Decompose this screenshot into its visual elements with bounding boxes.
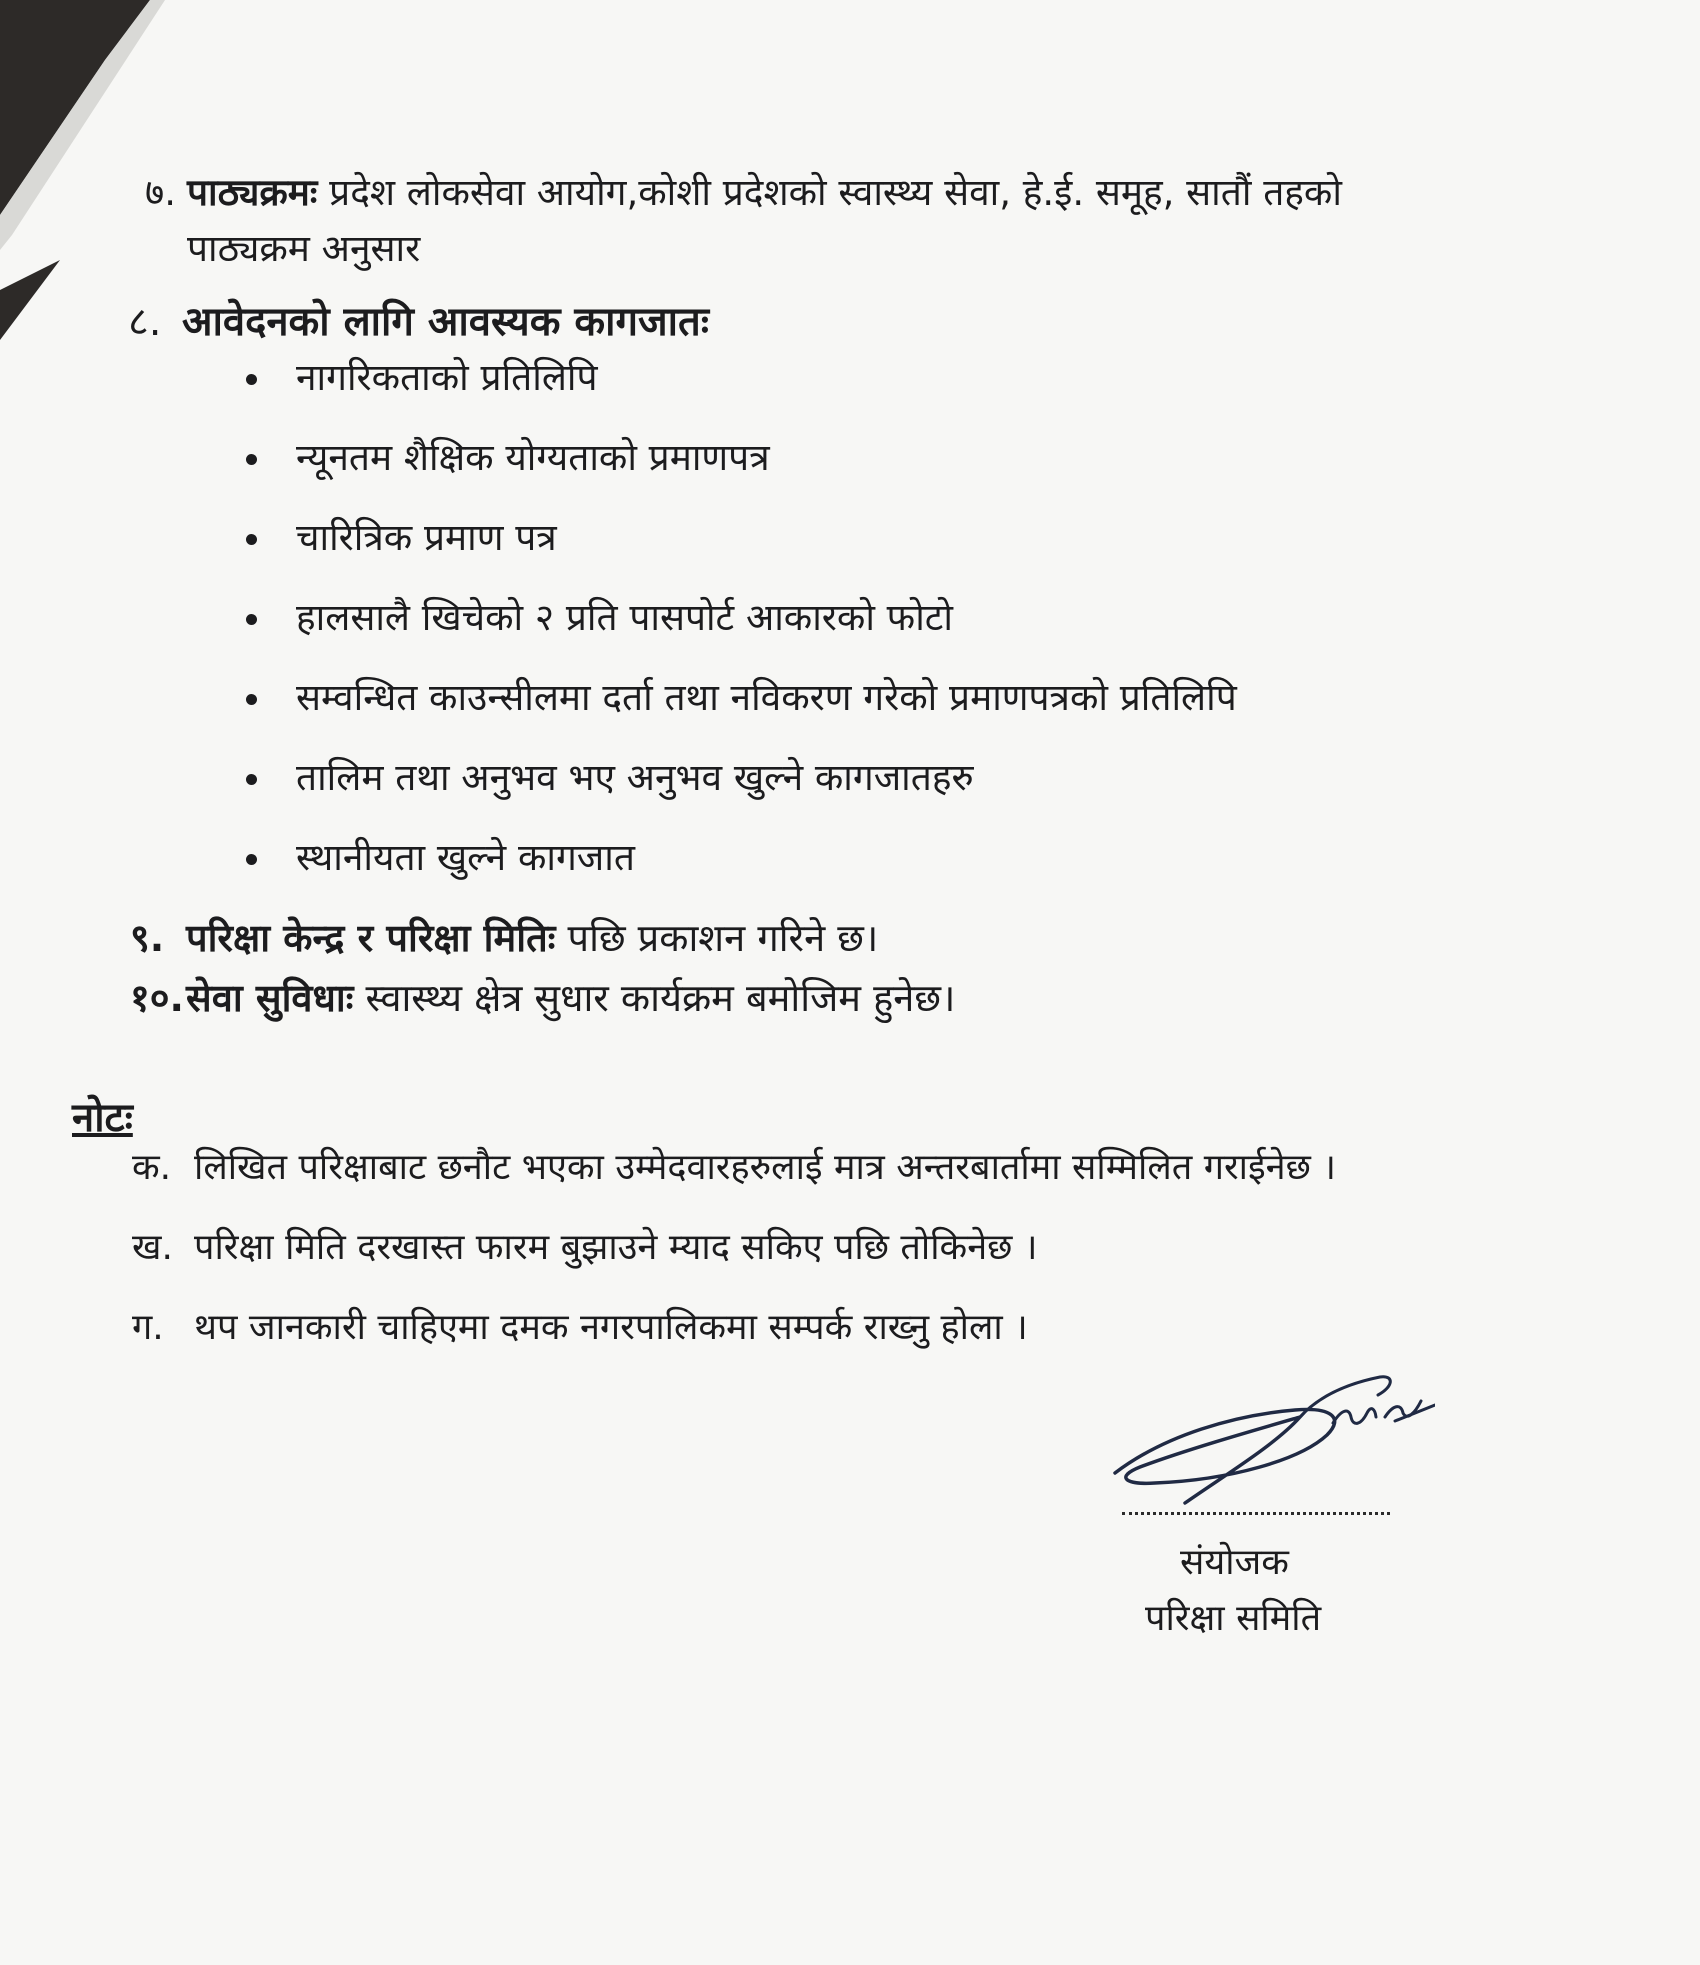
section-9-text: पछि प्रकाशन गरिने छ। [567,916,879,960]
required-documents-list [240,348,1237,908]
section-10-label: सेवा सुविधाः [186,976,354,1020]
note-heading: नोटः [72,1095,133,1141]
note-text: थप जानकारी चाहिएमा दमक नगरपालिकमा सम्पर्क राख्नु होला । [194,1307,1028,1348]
list-item [132,1138,1336,1218]
list-item: नागरिकताको प्रतिलिपि [240,348,1237,428]
section-9-label: परिक्षा केन्द्र र परिक्षा मितिः [186,916,556,960]
list-item: स्थानीयता खुल्ने कागजात [240,828,1237,908]
section-8-heading [128,292,709,347]
section-9-number: ९. [130,916,165,960]
section-10-number: १०. [130,976,184,1020]
signature-dotted-line [1122,1512,1390,1515]
section-10-facilities [130,970,955,1026]
signatory-title: संयोजक [1180,1542,1289,1583]
list-item: न्यूनतम शैक्षिक योग्यताको प्रमाणपत्र [240,428,1237,508]
section-10-text: स्वास्थ्य क्षेत्र सुधार कार्यक्रम बमोजिम हुनेछ। [365,976,956,1020]
note-letter: ग. [132,1307,164,1348]
section-7-label: पाठ्यक्रमः [187,171,318,214]
section-7-curriculum [145,165,1565,277]
note-text: परिक्षा मिति दरखास्त फारम बुझाउने म्याद सकिए पछि तोकिनेछ । [194,1227,1038,1268]
signatory-committee: परिक्षा समिति [1145,1598,1322,1639]
section-8-title: आवेदनको लागि आवस्यक कागजातः [182,299,709,345]
list-item [132,1218,1336,1298]
handwritten-signature [1095,1355,1435,1515]
list-item: सम्वन्धित काउन्सीलमा दर्ता तथा नविकरण गरेको प्रमाणपत्रको प्रतिलिपि [240,668,1237,748]
list-item: तालिम तथा अनुभव भए अनुभव खुल्ने कागजातहरु [240,748,1237,828]
section-7-text-line2: पाठ्यक्रम अनुसार [187,227,421,270]
note-letter: ख. [132,1227,173,1268]
section-9-exam-center [130,910,878,966]
section-7-text-line1: प्रदेश लोकसेवा आयोग,कोशी प्रदेशको स्वास्थ्य सेवा, हे.ई. समूह, सातौं तहको [329,171,1342,214]
note-letter: क. [132,1147,172,1188]
section-8-number: ८. [128,299,162,345]
section-7-number: ७. [145,171,177,214]
list-item: हालसालै खिचेको २ प्रति पासपोर्ट आकारको फोटो [240,588,1237,668]
notes-list [132,1138,1336,1378]
list-item: चारित्रिक प्रमाण पत्र [240,508,1237,588]
note-text: लिखित परिक्षाबाट छनौट भएका उम्मेदवारहरुलाई मात्र अन्तरबार्तामा सम्मिलित गराईनेछ । [194,1147,1336,1188]
